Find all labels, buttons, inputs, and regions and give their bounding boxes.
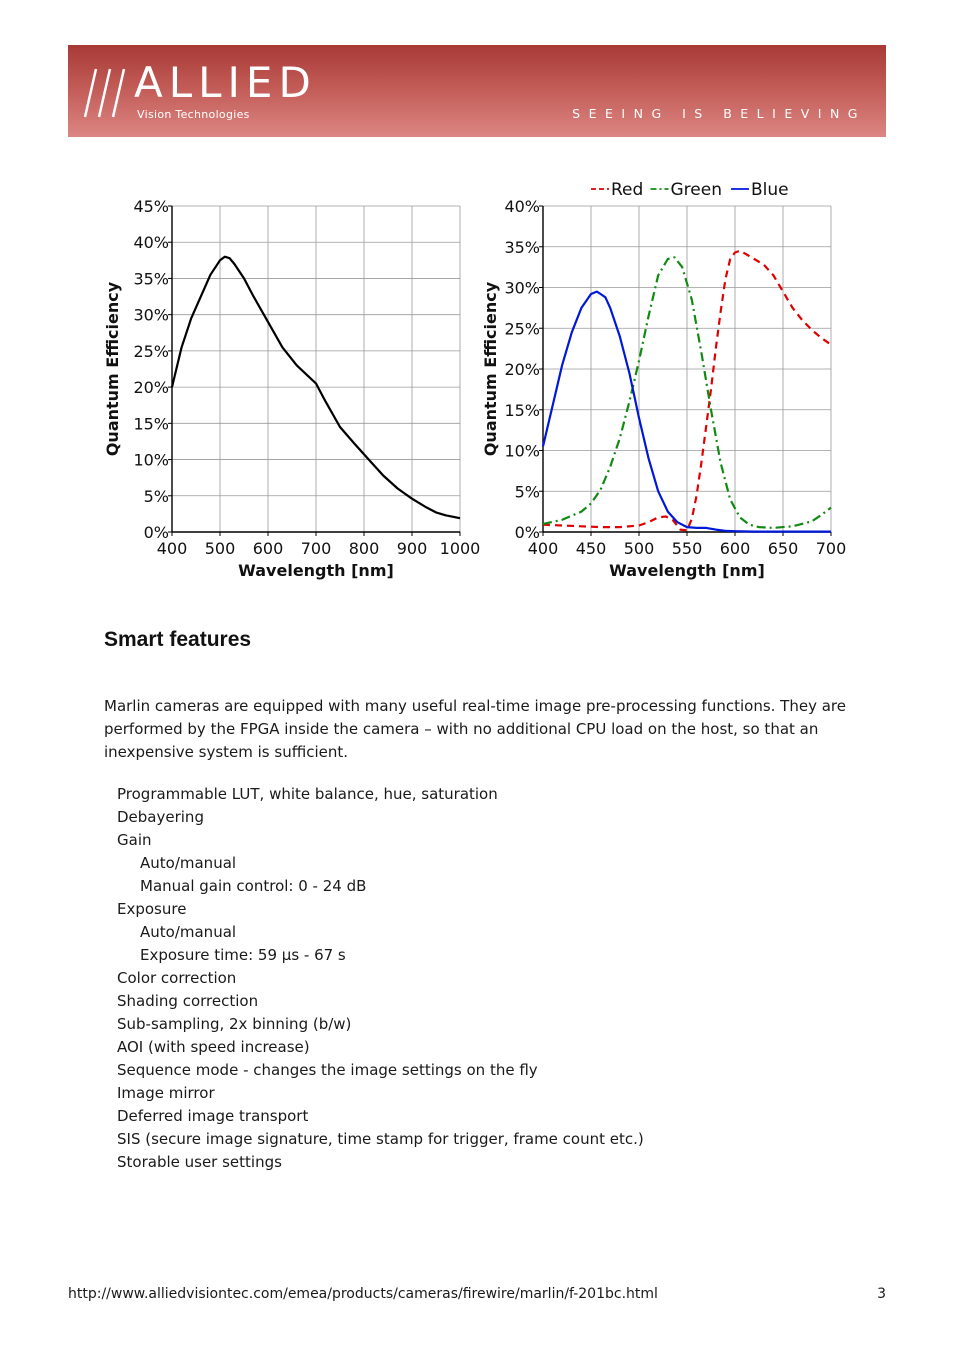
feature-label: Shading correction bbox=[117, 992, 259, 1010]
page-number: 3 bbox=[877, 1286, 886, 1302]
logo-slashes-icon bbox=[82, 65, 132, 121]
y-tick-label: 45% bbox=[133, 197, 169, 216]
feature-label: Deferred image transport bbox=[117, 1107, 309, 1125]
x-tick-label: 450 bbox=[575, 539, 607, 558]
feature-label: Sub-sampling, 2x binning (b/w) bbox=[117, 1015, 352, 1033]
y-tick-label: 40% bbox=[504, 197, 540, 216]
y-tick-label: 0% bbox=[514, 523, 540, 542]
header-banner bbox=[68, 45, 886, 137]
x-tick-label: 600 bbox=[719, 539, 751, 558]
feature-subitem: Auto/manual bbox=[140, 923, 237, 941]
feature-item bbox=[117, 1105, 857, 1128]
feature-item bbox=[117, 898, 857, 967]
feature-subitem: Manual gain control: 0 - 24 dB bbox=[140, 877, 367, 895]
legend-label-green: Green bbox=[670, 180, 722, 200]
y-tick-label: 15% bbox=[133, 414, 169, 434]
legend-label-red: Red bbox=[611, 180, 644, 200]
y-tick-label: 20% bbox=[504, 360, 540, 379]
x-tick-label: 1000 bbox=[439, 539, 481, 558]
feature-subitem: Exposure time: 59 µs - 67 s bbox=[140, 946, 346, 964]
feature-item bbox=[117, 1013, 857, 1036]
footer-url[interactable]: http://www.alliedvisiontec.com/emea/products/cameras/firewire/marlin/f-201bc.html bbox=[68, 1286, 658, 1302]
feature-label: Color correction bbox=[117, 969, 237, 987]
x-tick-label: 500 bbox=[204, 539, 236, 558]
y-tick-label: 5% bbox=[143, 486, 169, 506]
x-axis-title: Wavelength [nm] bbox=[238, 561, 394, 580]
y-tick-label: 25% bbox=[504, 319, 540, 339]
feature-list bbox=[117, 783, 857, 1174]
x-tick-label: 400 bbox=[527, 539, 559, 558]
feature-label: Image mirror bbox=[117, 1084, 215, 1102]
x-tick-label: 600 bbox=[252, 539, 284, 558]
y-tick-label: 20% bbox=[133, 378, 169, 398]
feature-item bbox=[117, 990, 857, 1013]
intro-paragraph: Marlin cameras are equipped with many useful real-time image pre-processing functions. They are performed by the FPGA inside the camera – with no additional CPU load on the host, so that an inexpensive system is sufficient. bbox=[104, 697, 846, 761]
y-tick-label: 15% bbox=[504, 400, 540, 420]
x-tick-label: 900 bbox=[396, 539, 428, 558]
x-axis-title: Wavelength [nm] bbox=[609, 561, 765, 580]
x-tick-label: 650 bbox=[767, 539, 799, 558]
feature-item bbox=[117, 967, 857, 990]
section-title: Smart features bbox=[104, 628, 252, 651]
x-tick-label: 700 bbox=[815, 539, 847, 558]
feature-item bbox=[117, 1059, 857, 1082]
feature-label: Exposure bbox=[117, 900, 187, 918]
feature-label: Debayering bbox=[117, 808, 204, 826]
feature-item bbox=[117, 1082, 857, 1105]
y-tick-label: 10% bbox=[133, 450, 169, 470]
y-tick-label: 10% bbox=[504, 441, 540, 461]
x-tick-label: 500 bbox=[623, 539, 655, 558]
x-tick-label: 550 bbox=[671, 539, 703, 558]
y-tick-label: 30% bbox=[504, 278, 540, 298]
x-tick-label: 700 bbox=[300, 539, 332, 558]
feature-label: Programmable LUT, white balance, hue, saturation bbox=[117, 785, 498, 803]
feature-label: AOI (with speed increase) bbox=[117, 1038, 310, 1056]
x-tick-label: 400 bbox=[156, 539, 188, 558]
feature-item bbox=[117, 1128, 857, 1151]
feature-label: Sequence mode - changes the image settings on the fly bbox=[117, 1061, 538, 1079]
qe-charts bbox=[96, 178, 876, 590]
feature-subitem: Auto/manual bbox=[140, 854, 237, 872]
feature-sublist bbox=[117, 921, 857, 967]
y-tick-label: 5% bbox=[514, 482, 540, 502]
y-tick-label: 35% bbox=[133, 269, 169, 289]
y-tick-label: 35% bbox=[504, 237, 540, 257]
x-tick-label: 800 bbox=[348, 539, 380, 558]
y-axis-title: Quantum Efficiency bbox=[481, 281, 500, 457]
legend-label-blue: Blue bbox=[751, 180, 789, 200]
feature-item bbox=[117, 783, 857, 806]
feature-item bbox=[117, 1036, 857, 1059]
y-tick-label: 30% bbox=[133, 305, 169, 325]
y-axis-title: Quantum Efficiency bbox=[103, 281, 122, 457]
y-tick-label: 25% bbox=[133, 341, 169, 361]
brand-logo: ALLIED bbox=[134, 58, 317, 107]
qe-charts-svg bbox=[96, 178, 876, 590]
feature-item bbox=[117, 829, 857, 898]
tagline: SEEING IS BELIEVING bbox=[572, 106, 866, 121]
brand-subtitle: Vision Technologies bbox=[137, 108, 250, 121]
feature-label: Gain bbox=[117, 831, 152, 849]
feature-label: Storable user settings bbox=[117, 1153, 282, 1171]
feature-label: SIS (secure image signature, time stamp for trigger, frame count etc.) bbox=[117, 1130, 644, 1148]
y-tick-label: 40% bbox=[133, 233, 169, 253]
y-tick-label: 0% bbox=[143, 523, 169, 542]
feature-item bbox=[117, 806, 857, 829]
feature-item bbox=[117, 1151, 857, 1174]
feature-sublist bbox=[117, 852, 857, 898]
